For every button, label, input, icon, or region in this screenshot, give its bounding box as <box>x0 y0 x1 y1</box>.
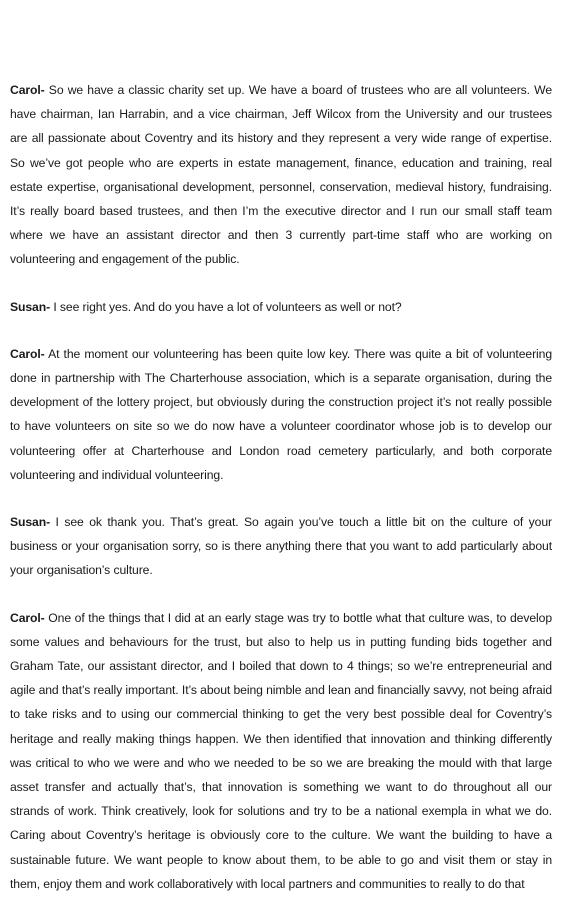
document-page <box>10 78 552 919</box>
transcript-paragraph-4 <box>10 510 552 583</box>
paragraph-text: I see right yes. And do you have a lot of volunteers as well or not? <box>50 299 402 314</box>
transcript-paragraph-3 <box>10 342 552 487</box>
paragraph-text: At the moment our volunteering has been quite low key. There was quite a bit of volunteering done in partnership with The Charterhouse association, which is a separate organisation, during the development of the lottery project, but obviously during the construction project it’s not really possible to have volunteers on site so we do now have a volunteer coordinator whose job is to develop our volunteering offer at Charterhouse and London road cemetery particularly, and both corporate volunteering and individual volunteering. <box>10 346 552 482</box>
speaker-label: Susan- <box>10 299 51 314</box>
paragraph-text: One of the things that I did at an early stage was try to bottle what that culture was, to develop some values and behaviours for the trust, but also to help us in putting funding bids together and Graham Tate, our assistant director, and I boiled that down to 4 things; so we’re entrepreneurial and agile and that’s really important. It’s about being nimble and lean and financially savvy, not being afraid to take risks and to using our commercial thinking to get the very best possible deal for Coventry’s heritage and really making things happen. We then identified that innovation and thinking differently was critical to who we were and who we needed to be so we are breaking the mould with that large asset transfer and actually that’s, that innovation is something we want to do throughout all our strands of work. Think creatively, look for solutions and try to be a national exempla in what we do. Caring about Coventry’s heritage is obviously core to the culture. We want the building to have a sustainable future. We want people to know about them, to be able to go and visit them or stay in them, enjoy them and work collaboratively with local partners and communities to really to do that <box>10 610 552 891</box>
speaker-label: Carol- <box>10 346 45 361</box>
speaker-label: Carol- <box>10 83 45 97</box>
transcript-paragraph-5 <box>10 606 552 896</box>
paragraph-text: So we have a classic charity set up. We have a board of trustees who are all volunteers. We have chairman, Ian Harrabin, and a vice chairman, Jeff Wilcox from the University and our trustees are all passionate about Coventry and its history and they represent a very wide range of expertise. So we’ve got people who are experts in estate management, finance, education and training, real estate expertise, organisational development, personnel, conservation, medieval history, fundraising. It’s really board based trustees, and then I’m the executive director and I run our small staff team where we have an assistant director and then 3 currently part-time staff who are working on volunteering and engagement of the public. <box>10 83 552 267</box>
transcript-paragraph-1 <box>10 78 552 272</box>
speaker-label: Carol- <box>10 610 45 625</box>
transcript-paragraph-2 <box>10 295 552 319</box>
speaker-label: Susan- <box>10 515 51 530</box>
paragraph-text: I see ok thank you. That’s great. So again you’ve touch a little bit on the culture of your business or your organisation sorry, so is there anything there that you want to add particularly about your organisation’s culture. <box>10 515 552 578</box>
